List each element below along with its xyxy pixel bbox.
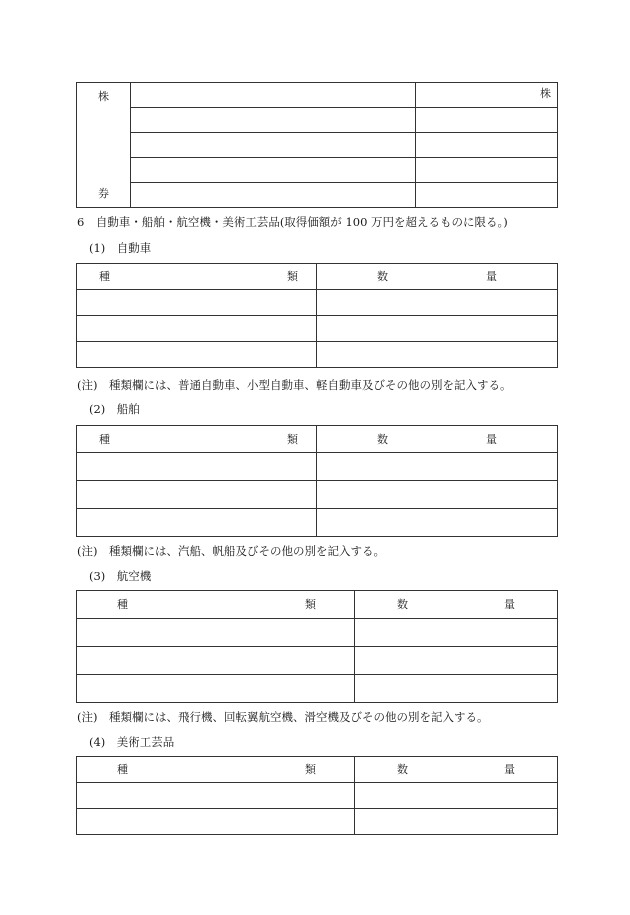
ship-table [76,425,558,537]
kind-cell[interactable] [77,509,317,537]
stock-unit: 株 [540,87,551,100]
kind-header-char1: 種 [117,598,128,611]
stock-qty-cell[interactable] [416,108,558,133]
kind-cell[interactable] [77,783,355,809]
aircraft-table [76,590,558,703]
art-crafts-table [76,756,558,835]
stock-table [76,82,558,208]
stock-name-cell[interactable] [131,158,416,183]
stock-qty-cell[interactable] [416,133,558,158]
kind-cell[interactable] [77,675,355,703]
stock-qty-cell[interactable] [416,83,558,108]
kind-header-char2: 類 [305,763,316,776]
kind-header [77,426,317,453]
kind-cell[interactable] [77,481,317,509]
quantity-header-char1: 数 [397,763,408,776]
stock-name-cell[interactable] [131,183,416,208]
kind-header-char1: 種 [99,432,110,446]
kind-header-char1: 種 [99,270,110,283]
kind-cell[interactable] [77,647,355,675]
quantity-header [355,757,558,783]
kind-cell[interactable] [77,342,317,368]
kind-cell[interactable] [77,809,355,835]
stock-name-cell[interactable] [131,83,416,108]
stock-qty-cell[interactable] [416,183,558,208]
subsection-heading-ship: (2) 船舶 [89,402,140,416]
kind-header-char2: 類 [305,598,316,611]
quantity-header-char2: 量 [504,598,515,611]
quantity-cell[interactable] [317,342,558,368]
kind-header-char2: 類 [287,270,298,283]
ship-note: (注) 種類欄には、汽船、帆船及びその他の別を記入する。 [77,544,385,558]
quantity-cell[interactable] [317,509,558,537]
automobile-note: (注) 種類欄には、普通自動車、小型自動車、軽自動車及びその他の別を記入する。 [77,378,512,392]
kind-cell[interactable] [77,619,355,647]
kind-header-char1: 種 [117,763,128,776]
quantity-cell[interactable] [355,647,558,675]
quantity-cell[interactable] [317,316,558,342]
kind-cell[interactable] [77,290,317,316]
quantity-header-char1: 数 [377,432,388,446]
kind-header-char2: 類 [287,432,298,446]
stock-name-cell[interactable] [131,133,416,158]
subsection-heading-aircraft: (3) 航空機 [89,569,152,583]
kind-cell[interactable] [77,316,317,342]
stock-label-cell [77,83,131,208]
kind-header [77,591,355,619]
quantity-header-char1: 数 [397,598,408,611]
quantity-cell[interactable] [317,290,558,316]
quantity-header-char2: 量 [486,270,497,283]
stock-name-cell[interactable] [131,108,416,133]
quantity-header [355,591,558,619]
kind-header [77,264,317,290]
quantity-header [317,426,558,453]
section6-title: 6 自動車・船舶・航空機・美術工芸品(取得価額が 100 万円を超えるものに限る。) [77,215,508,229]
stock-qty-cell[interactable] [416,158,558,183]
stock-label-top: 株 [98,90,109,103]
quantity-header-char2: 量 [486,432,497,446]
quantity-cell[interactable] [355,809,558,835]
stock-label-bottom: 券 [98,187,109,200]
quantity-cell[interactable] [355,783,558,809]
subsection-heading-automobile: (1) 自動車 [89,241,152,255]
quantity-cell[interactable] [317,481,558,509]
quantity-cell[interactable] [317,453,558,481]
quantity-header-char1: 数 [377,270,388,283]
quantity-cell[interactable] [355,675,558,703]
kind-header [77,757,355,783]
quantity-cell[interactable] [355,619,558,647]
subsection-heading-art-crafts: (4) 美術工芸品 [89,735,175,749]
quantity-header-char2: 量 [504,763,515,776]
automobile-table [76,263,558,368]
kind-cell[interactable] [77,453,317,481]
quantity-header [317,264,558,290]
aircraft-note: (注) 種類欄には、飛行機、回転翼航空機、滑空機及びその他の別を記入する。 [77,710,489,724]
